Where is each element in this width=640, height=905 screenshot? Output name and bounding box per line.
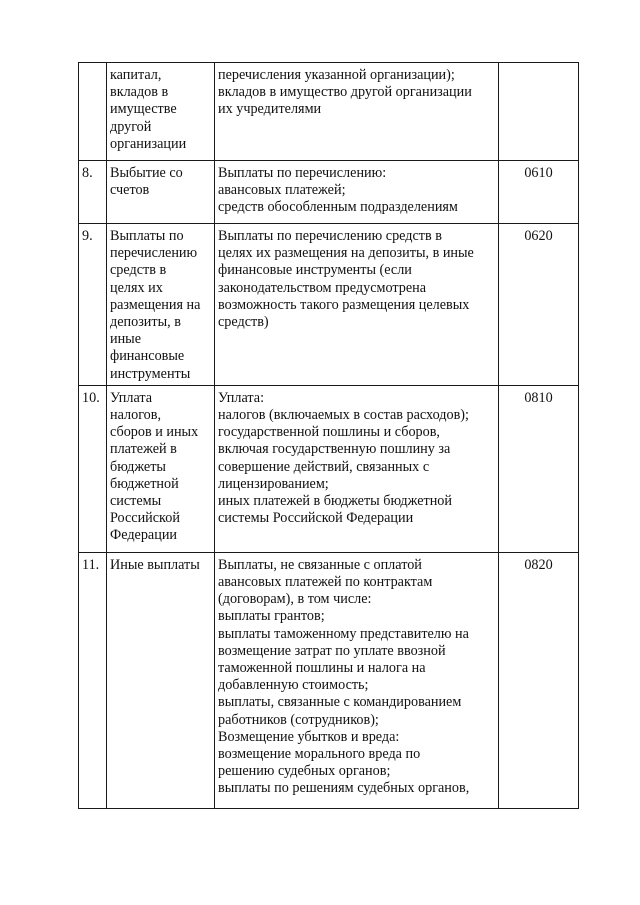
row-name-line: системы bbox=[110, 493, 162, 510]
row-description-line: добавленную стоимость; bbox=[218, 677, 369, 694]
row-name-line: инструменты bbox=[110, 365, 191, 382]
row-name-line: Выплаты по bbox=[110, 228, 184, 244]
row-description-line: системы Российской Федерации bbox=[218, 510, 414, 527]
row-name-line: организации bbox=[110, 135, 187, 152]
row-name-line: Уплата bbox=[110, 389, 153, 406]
row-number: 10. bbox=[82, 389, 100, 406]
row-description-cell bbox=[215, 224, 499, 386]
row-name-line: Российской bbox=[110, 510, 180, 527]
row-code: 0810 bbox=[524, 389, 553, 406]
row-description-line: выплаты таможенному представителю на bbox=[218, 625, 469, 642]
row-code-cell bbox=[499, 63, 579, 161]
row-name-line: Выбытие со bbox=[110, 165, 183, 181]
row-description-line: возможность такого размещения целевых bbox=[218, 296, 470, 313]
row-name-line: капитал, bbox=[110, 67, 162, 83]
row-description-line: Возмещение убытков и вреда: bbox=[218, 728, 400, 745]
row-description-line: целях их размещения на депозиты, в иные bbox=[218, 245, 474, 262]
row-code-cell bbox=[499, 224, 579, 386]
row-description-cell bbox=[215, 161, 499, 224]
row-description-line: средств) bbox=[218, 314, 269, 331]
row-name-line: бюджетной bbox=[110, 475, 179, 492]
row-name-cell bbox=[107, 63, 215, 161]
row-name-line: счетов bbox=[110, 182, 150, 199]
table-row bbox=[79, 224, 579, 386]
row-name-line: сборов и иных bbox=[110, 424, 199, 441]
row-name-cell bbox=[107, 385, 215, 552]
row-number-cell bbox=[79, 224, 107, 386]
row-description-line: Выплаты по перечислению средств в bbox=[218, 228, 442, 244]
row-description-cell bbox=[215, 552, 499, 808]
row-name-line: целях их bbox=[110, 279, 163, 296]
row-description-line: налогов (включаемых в состав расходов); bbox=[218, 407, 469, 424]
row-name-line: перечислению bbox=[110, 245, 198, 262]
row-number-cell bbox=[79, 552, 107, 808]
row-description-line: включая государственную пошлину за bbox=[218, 441, 451, 458]
row-name-line: Федерации bbox=[110, 527, 178, 544]
row-number: 11. bbox=[82, 556, 100, 573]
row-description-line: выплаты, связанные с командированием bbox=[218, 694, 462, 711]
row-code: 0820 bbox=[524, 556, 553, 573]
row-description-line: решению судебных органов; bbox=[218, 763, 391, 780]
row-description-line: Выплаты по перечислению: bbox=[218, 165, 387, 181]
table-row bbox=[79, 552, 579, 808]
row-name-line: платежей в bbox=[110, 441, 177, 458]
row-description-cell bbox=[215, 63, 499, 161]
row-code: 0620 bbox=[524, 228, 553, 244]
row-name-cell bbox=[107, 161, 215, 224]
row-description-line: таможенной пошлины и налога на bbox=[218, 660, 426, 677]
row-number: 8. bbox=[82, 165, 93, 181]
table-row bbox=[79, 161, 579, 224]
row-description-line: лицензированием; bbox=[218, 475, 329, 492]
row-description-line: перечисления указанной организации); bbox=[218, 67, 455, 83]
row-description-line: вкладов в имущество другой организации bbox=[218, 84, 472, 101]
row-description-line: Выплаты, не связанные с оплатой bbox=[218, 556, 422, 573]
row-name-line: средств в bbox=[110, 262, 167, 279]
row-description-line: законодательством предусмотрена bbox=[218, 279, 427, 296]
row-description-line: государственной пошлины и сборов, bbox=[218, 424, 440, 441]
row-code-cell bbox=[499, 385, 579, 552]
row-description-line: их учредителями bbox=[218, 101, 322, 118]
row-description-line: возмещение морального вреда по bbox=[218, 746, 421, 763]
row-name-line: имуществе bbox=[110, 101, 177, 118]
row-name-line: иные bbox=[110, 331, 142, 348]
row-code-cell bbox=[499, 552, 579, 808]
row-name-line: Иные выплаты bbox=[110, 556, 200, 573]
row-number-cell bbox=[79, 385, 107, 552]
row-description-line: выплаты грантов; bbox=[218, 608, 325, 625]
row-name-line: налогов, bbox=[110, 407, 161, 424]
row-name-line: финансовые bbox=[110, 348, 185, 365]
row-name-line: вкладов в bbox=[110, 84, 169, 101]
row-name-cell bbox=[107, 224, 215, 386]
row-name-cell bbox=[107, 552, 215, 808]
row-description-line: авансовых платежей; bbox=[218, 182, 346, 199]
row-name-line: размещения на bbox=[110, 296, 201, 313]
row-description-line: финансовые инструменты (если bbox=[218, 262, 412, 279]
table-body bbox=[79, 63, 579, 809]
row-description-line: работников (сотрудников); bbox=[218, 711, 379, 728]
row-description-line: возмещение затрат по уплате ввозной bbox=[218, 642, 446, 659]
row-number-cell bbox=[79, 63, 107, 161]
row-name-line: бюджеты bbox=[110, 458, 166, 475]
row-description-cell bbox=[215, 385, 499, 552]
row-name-line: другой bbox=[110, 118, 152, 135]
row-name-line: депозиты, в bbox=[110, 314, 181, 331]
row-description-line: Уплата: bbox=[218, 389, 265, 406]
row-number: 9. bbox=[82, 228, 93, 244]
expense-classification-table bbox=[78, 62, 579, 809]
row-code: 0610 bbox=[524, 165, 553, 181]
row-description-line: (договорам), в том числе: bbox=[218, 591, 372, 608]
row-number-cell bbox=[79, 161, 107, 224]
row-description-line: совершение действий, связанных с bbox=[218, 458, 430, 475]
row-code-cell bbox=[499, 161, 579, 224]
row-description-line: иных платежей в бюджеты бюджетной bbox=[218, 493, 452, 510]
row-description-line: выплаты по решениям судебных органов, bbox=[218, 780, 470, 797]
table-row bbox=[79, 385, 579, 552]
row-description-line: средств обособленным подразделениям bbox=[218, 199, 458, 216]
row-description-line: авансовых платежей по контрактам bbox=[218, 574, 433, 591]
table-row bbox=[79, 63, 579, 161]
